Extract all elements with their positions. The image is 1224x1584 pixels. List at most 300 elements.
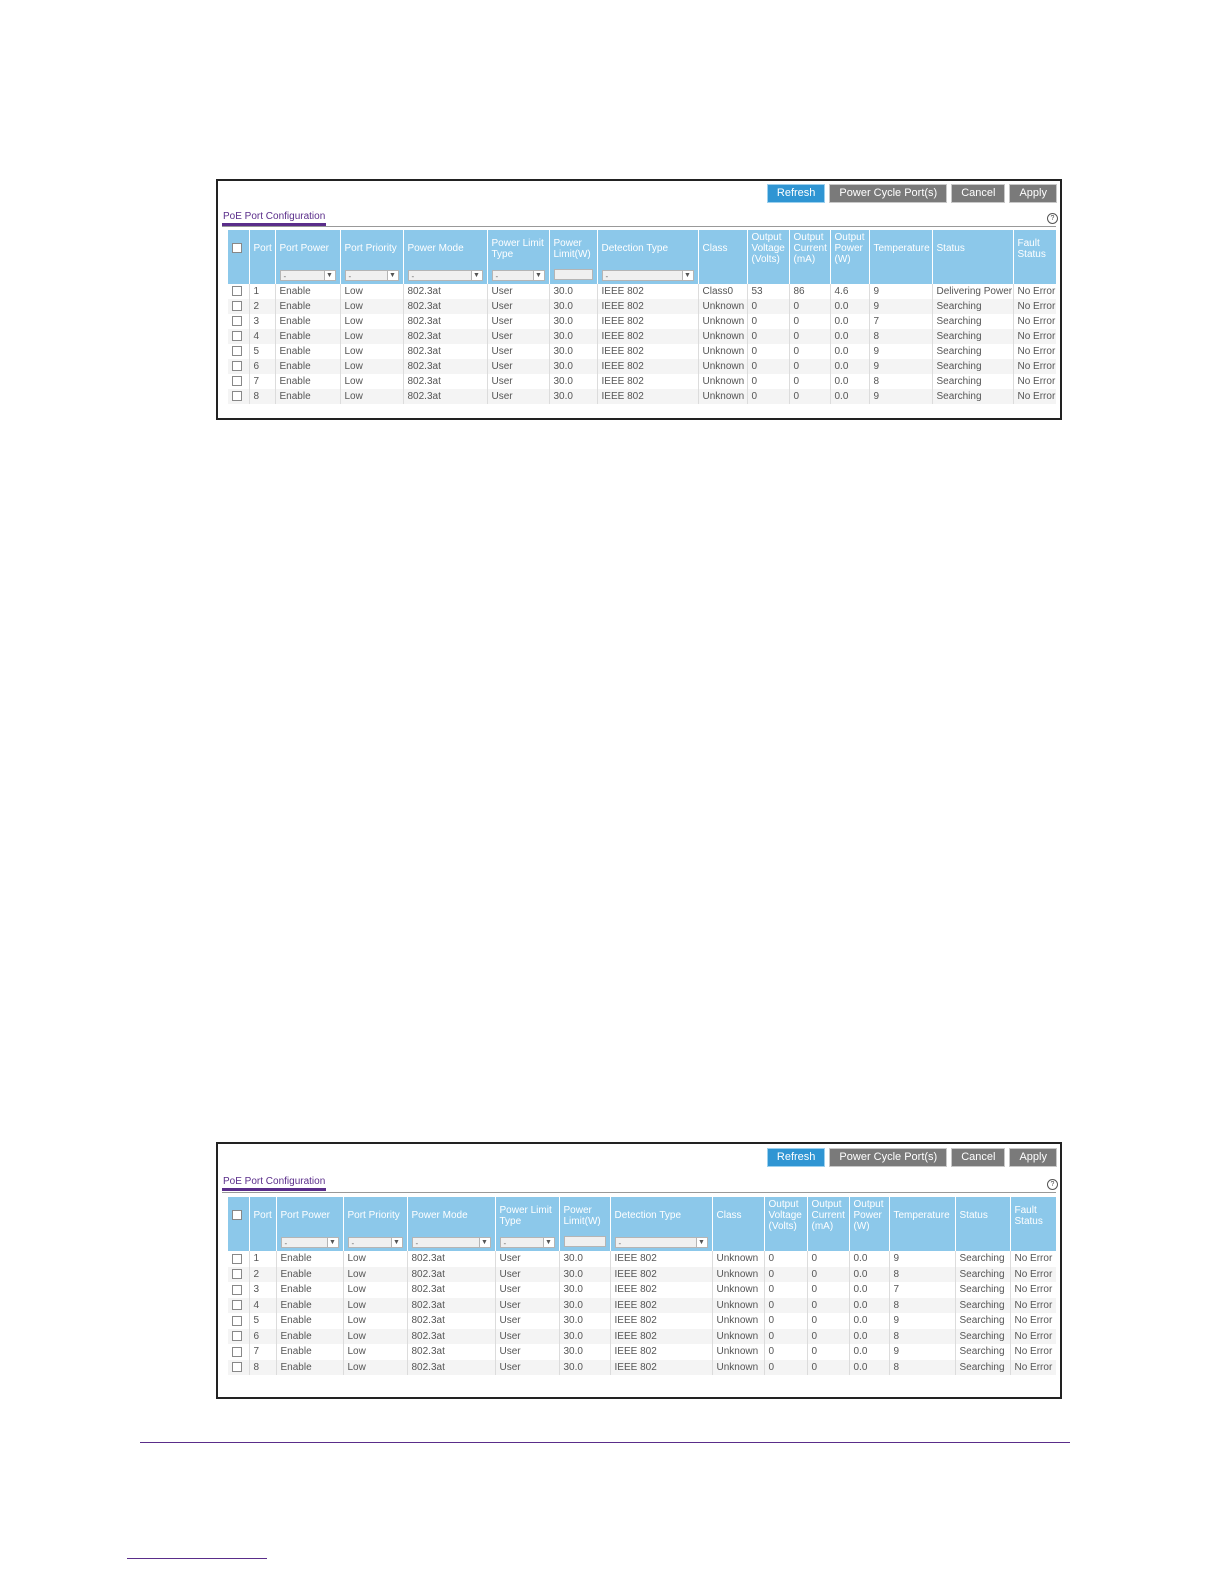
row-select-cell — [228, 389, 249, 404]
power-limit-type-filter-select[interactable]: - ▼ — [492, 270, 545, 281]
cell-output-voltage: 0 — [764, 1313, 807, 1329]
cell-detection-type: IEEE 802 — [610, 1298, 712, 1314]
cell-port: 7 — [249, 1344, 276, 1360]
cell-output-voltage: 0 — [747, 374, 789, 389]
cell-port-priority: Low — [343, 1313, 407, 1329]
row-checkbox[interactable] — [232, 1362, 242, 1372]
section-title: PoE Port Configuration — [222, 211, 326, 226]
row-checkbox[interactable] — [232, 346, 242, 356]
cell-output-voltage: 0 — [764, 1267, 807, 1283]
cell-power-mode: 802.3at — [403, 329, 487, 344]
cell-class: Unknown — [712, 1344, 764, 1360]
cell-output-power: 0.0 — [830, 389, 869, 404]
col-header-power-limit-type: Power Limit Type — [495, 1197, 559, 1234]
cell-class: Unknown — [698, 389, 747, 404]
cell-detection-type: IEEE 802 — [597, 374, 698, 389]
cell-power-mode: 802.3at — [403, 374, 487, 389]
header-row — [228, 230, 1056, 267]
cell-power-limit: 30.0 — [549, 284, 597, 299]
cell-power-limit-type: User — [487, 284, 549, 299]
col-header-class: Class — [712, 1197, 764, 1234]
cell-output-power: 0.0 — [849, 1344, 889, 1360]
cell-port-power: Enable — [275, 284, 340, 299]
table-row — [228, 374, 1056, 389]
chevron-down-icon: ▼ — [471, 271, 482, 280]
row-select-cell — [228, 329, 249, 344]
table-row — [228, 1251, 1056, 1267]
cell-temperature: 9 — [889, 1251, 955, 1267]
col-header-temperature: Temperature — [869, 230, 932, 267]
filter-row — [228, 267, 1056, 284]
cell-output-current: 0 — [789, 359, 830, 374]
row-checkbox[interactable] — [232, 1254, 242, 1264]
cell-class: Unknown — [698, 314, 747, 329]
cell-fault-status: No Error — [1013, 299, 1056, 314]
col-header-fault-status: Fault Status — [1010, 1197, 1056, 1234]
cell-port: 2 — [249, 299, 275, 314]
cell-port: 5 — [249, 344, 275, 359]
col-header-temperature: Temperature — [889, 1197, 955, 1234]
cell-port-priority: Low — [343, 1298, 407, 1314]
power-mode-filter-select[interactable]: - ▼ — [408, 270, 483, 281]
cell-detection-type: IEEE 802 — [597, 314, 698, 329]
cell-output-power: 0.0 — [849, 1251, 889, 1267]
col-header-port-power: Port Power — [275, 230, 340, 267]
cell-class: Unknown — [698, 329, 747, 344]
cell-power-limit: 30.0 — [549, 359, 597, 374]
cell-output-current: 0 — [807, 1313, 849, 1329]
cell-power-limit-type: User — [487, 374, 549, 389]
cell-temperature: 7 — [869, 314, 932, 329]
cell-output-power: 0.0 — [830, 344, 869, 359]
cell-port-power: Enable — [276, 1282, 343, 1298]
poe-port-table — [228, 1197, 1056, 1375]
cell-port-power: Enable — [276, 1329, 343, 1345]
row-checkbox[interactable] — [232, 361, 242, 371]
select-all-header — [228, 1197, 249, 1234]
col-header-power-mode: Power Mode — [403, 230, 487, 267]
cell-class: Unknown — [698, 344, 747, 359]
cell-port: 5 — [249, 1313, 276, 1329]
col-header-power-limit: Power Limit(W) — [559, 1197, 610, 1234]
cell-port-priority: Low — [340, 359, 403, 374]
col-header-output-voltage: Output Voltage (Volts) — [747, 230, 789, 267]
col-header-output-voltage: Output Voltage (Volts) — [764, 1197, 807, 1234]
poe-config-panel-1 — [216, 179, 1062, 420]
row-checkbox[interactable] — [232, 376, 242, 386]
cell-detection-type: IEEE 802 — [597, 299, 698, 314]
help-icon[interactable]: ? — [1047, 1179, 1058, 1190]
table-row — [228, 1329, 1056, 1345]
cell-output-voltage: 0 — [764, 1329, 807, 1345]
chevron-down-icon: ▼ — [327, 1238, 338, 1247]
toolbar — [767, 184, 1057, 203]
cell-output-current: 0 — [807, 1251, 849, 1267]
chevron-down-icon: ▼ — [391, 1238, 402, 1247]
cell-output-current: 0 — [789, 389, 830, 404]
cell-status: Searching — [932, 329, 1013, 344]
cell-power-limit: 30.0 — [559, 1282, 610, 1298]
cell-port: 1 — [249, 284, 275, 299]
cancel-button[interactable]: Cancel — [951, 1148, 1005, 1167]
cell-output-power: 4.6 — [830, 284, 869, 299]
footer-link-underline — [127, 1558, 267, 1559]
title-divider — [222, 1192, 1056, 1193]
cell-class: Unknown — [698, 374, 747, 389]
power-mode-filter-select[interactable]: - ▼ — [412, 1237, 491, 1248]
chevron-down-icon: ▼ — [387, 271, 398, 280]
cell-port-power: Enable — [275, 314, 340, 329]
cell-output-current: 0 — [807, 1344, 849, 1360]
cell-power-limit: 30.0 — [559, 1329, 610, 1345]
cell-output-voltage: 0 — [747, 314, 789, 329]
power-limit-type-filter-select[interactable]: - ▼ — [500, 1237, 555, 1248]
row-checkbox[interactable] — [232, 286, 242, 296]
cell-power-limit-type: User — [495, 1344, 559, 1360]
table-row — [228, 299, 1056, 314]
cell-status: Searching — [955, 1360, 1010, 1376]
cell-status: Searching — [955, 1267, 1010, 1283]
cell-output-power: 0.0 — [830, 329, 869, 344]
cell-output-current: 0 — [807, 1298, 849, 1314]
select-all-checkbox[interactable] — [232, 1210, 242, 1220]
cell-detection-type: IEEE 802 — [597, 329, 698, 344]
cell-port: 8 — [249, 1360, 276, 1376]
cell-power-limit-type: User — [495, 1313, 559, 1329]
apply-button[interactable]: Apply — [1009, 1148, 1057, 1167]
row-select-cell — [228, 344, 249, 359]
row-checkbox[interactable] — [232, 301, 242, 311]
cell-fault-status: No Error — [1013, 374, 1056, 389]
section-title: PoE Port Configuration — [222, 1176, 326, 1191]
cell-port-priority: Low — [340, 389, 403, 404]
cell-power-limit-type: User — [487, 344, 549, 359]
cell-power-mode: 802.3at — [407, 1282, 495, 1298]
cell-port-priority: Low — [343, 1344, 407, 1360]
cell-port-power: Enable — [276, 1267, 343, 1283]
cell-power-limit-type: User — [487, 314, 549, 329]
cell-output-power: 0.0 — [849, 1329, 889, 1345]
cell-output-power: 0.0 — [830, 374, 869, 389]
col-header-port: Port — [249, 230, 275, 267]
col-header-detection-type: Detection Type — [610, 1197, 712, 1234]
cell-power-limit: 30.0 — [549, 314, 597, 329]
cell-temperature: 9 — [869, 389, 932, 404]
cancel-button[interactable]: Cancel — [951, 184, 1005, 203]
table-row — [228, 1282, 1056, 1298]
port-priority-filter-select[interactable]: - ▼ — [348, 1237, 403, 1248]
row-checkbox[interactable] — [232, 391, 242, 401]
cell-fault-status: No Error — [1010, 1329, 1056, 1345]
cell-power-mode: 802.3at — [407, 1313, 495, 1329]
cell-power-mode: 802.3at — [403, 359, 487, 374]
chevron-down-icon: ▼ — [533, 271, 544, 280]
cell-power-mode: 802.3at — [403, 314, 487, 329]
col-header-output-current: Output Current (mA) — [807, 1197, 849, 1234]
select-all-checkbox[interactable] — [232, 243, 242, 253]
cell-detection-type: IEEE 802 — [610, 1267, 712, 1283]
row-checkbox[interactable] — [232, 331, 242, 341]
row-select-cell — [228, 374, 249, 389]
cell-power-mode: 802.3at — [403, 284, 487, 299]
row-select-cell — [228, 1329, 249, 1345]
cell-output-power: 0.0 — [849, 1298, 889, 1314]
cell-temperature: 8 — [889, 1267, 955, 1283]
cell-temperature: 9 — [869, 299, 932, 314]
cell-power-limit: 30.0 — [549, 374, 597, 389]
cell-temperature: 8 — [889, 1329, 955, 1345]
cell-port-priority: Low — [340, 284, 403, 299]
power-cycle-button[interactable]: Power Cycle Port(s) — [829, 1148, 947, 1167]
cell-output-power: 0.0 — [849, 1282, 889, 1298]
cell-power-mode: 802.3at — [403, 299, 487, 314]
cell-temperature: 9 — [869, 359, 932, 374]
row-select-cell — [228, 1267, 249, 1283]
cell-power-limit: 30.0 — [559, 1313, 610, 1329]
poe-port-table — [228, 230, 1056, 404]
cell-power-mode: 802.3at — [407, 1298, 495, 1314]
cell-fault-status: No Error — [1010, 1313, 1056, 1329]
row-select-cell — [228, 284, 249, 299]
cell-fault-status: No Error — [1010, 1282, 1056, 1298]
cell-fault-status: No Error — [1013, 344, 1056, 359]
cell-output-current: 0 — [789, 329, 830, 344]
cell-detection-type: IEEE 802 — [610, 1344, 712, 1360]
cell-detection-type: IEEE 802 — [597, 284, 698, 299]
row-select-cell — [228, 1298, 249, 1314]
cell-output-voltage: 0 — [747, 299, 789, 314]
cell-temperature: 9 — [869, 344, 932, 359]
cell-detection-type: IEEE 802 — [610, 1251, 712, 1267]
cell-class: Unknown — [712, 1282, 764, 1298]
cell-port: 4 — [249, 1298, 276, 1314]
col-header-fault-status: Fault Status — [1013, 230, 1056, 267]
apply-button[interactable]: Apply — [1009, 184, 1057, 203]
cell-port-power: Enable — [276, 1313, 343, 1329]
cell-power-limit-type: User — [495, 1329, 559, 1345]
cell-class: Unknown — [712, 1360, 764, 1376]
cell-status: Searching — [932, 344, 1013, 359]
cell-port: 6 — [249, 1329, 276, 1345]
cell-status: Searching — [932, 314, 1013, 329]
col-header-output-current: Output Current (mA) — [789, 230, 830, 267]
title-divider — [222, 226, 1056, 227]
col-header-power-limit: Power Limit(W) — [549, 230, 597, 267]
chevron-down-icon: ▼ — [696, 1238, 707, 1247]
row-select-cell — [228, 359, 249, 374]
row-select-cell — [228, 1344, 249, 1360]
cell-status: Searching — [955, 1282, 1010, 1298]
power-cycle-button[interactable]: Power Cycle Port(s) — [829, 184, 947, 203]
cell-power-limit: 30.0 — [549, 299, 597, 314]
cell-output-voltage: 0 — [747, 359, 789, 374]
cell-power-limit-type: User — [495, 1251, 559, 1267]
cell-fault-status: No Error — [1010, 1267, 1056, 1283]
cell-port-power: Enable — [276, 1251, 343, 1267]
cell-power-limit: 30.0 — [559, 1251, 610, 1267]
cell-power-limit-type: User — [487, 329, 549, 344]
cell-output-current: 0 — [807, 1329, 849, 1345]
cell-power-limit: 30.0 — [559, 1267, 610, 1283]
cell-port: 6 — [249, 359, 275, 374]
chevron-down-icon: ▼ — [324, 271, 335, 280]
cell-port-power: Enable — [275, 344, 340, 359]
power-limit-filter-input[interactable] — [564, 1236, 606, 1247]
cell-detection-type: IEEE 802 — [610, 1329, 712, 1345]
cell-class: Unknown — [712, 1313, 764, 1329]
cell-temperature: 8 — [869, 374, 932, 389]
table-row — [228, 1344, 1056, 1360]
cell-output-power: 0.0 — [830, 299, 869, 314]
cell-status: Delivering Power — [932, 284, 1013, 299]
cell-status: Searching — [955, 1298, 1010, 1314]
row-checkbox[interactable] — [232, 1300, 242, 1310]
cell-output-current: 0 — [789, 314, 830, 329]
cell-power-mode: 802.3at — [403, 389, 487, 404]
port-priority-filter-select[interactable]: - ▼ — [345, 270, 399, 281]
cell-output-power: 0.0 — [849, 1313, 889, 1329]
cell-temperature: 7 — [889, 1282, 955, 1298]
cell-port-power: Enable — [275, 389, 340, 404]
col-header-status: Status — [932, 230, 1013, 267]
row-checkbox[interactable] — [232, 1347, 242, 1357]
cell-fault-status: No Error — [1013, 359, 1056, 374]
footer-divider — [140, 1442, 1070, 1443]
cell-power-mode: 802.3at — [407, 1251, 495, 1267]
table-row — [228, 284, 1056, 299]
cell-class: Unknown — [698, 359, 747, 374]
col-header-port-priority: Port Priority — [340, 230, 403, 267]
table-body — [228, 1234, 1056, 1375]
cell-output-current: 86 — [789, 284, 830, 299]
cell-port: 3 — [249, 314, 275, 329]
cell-port: 2 — [249, 1267, 276, 1283]
cell-power-limit-type: User — [487, 299, 549, 314]
toolbar — [767, 1148, 1057, 1167]
table-row — [228, 359, 1056, 374]
cell-output-current: 0 — [807, 1360, 849, 1376]
cell-output-current: 0 — [789, 344, 830, 359]
cell-output-voltage: 0 — [764, 1251, 807, 1267]
refresh-button[interactable]: Refresh — [767, 184, 826, 203]
cell-class: Unknown — [712, 1267, 764, 1283]
row-select-cell — [228, 1251, 249, 1267]
cell-detection-type: IEEE 802 — [597, 389, 698, 404]
row-checkbox[interactable] — [232, 1316, 242, 1326]
table-row — [228, 344, 1056, 359]
col-header-detection-type: Detection Type — [597, 230, 698, 267]
cell-power-limit-type: User — [495, 1282, 559, 1298]
cell-power-limit-type: User — [495, 1360, 559, 1376]
detection-type-filter-select[interactable]: - ▼ — [615, 1237, 708, 1248]
table-row — [228, 389, 1056, 404]
chevron-down-icon: ▼ — [543, 1238, 554, 1247]
col-header-power-mode: Power Mode — [407, 1197, 495, 1234]
cell-output-voltage: 53 — [747, 284, 789, 299]
detection-type-filter-select[interactable]: - ▼ — [602, 270, 694, 281]
cell-output-current: 0 — [789, 299, 830, 314]
cell-temperature: 8 — [889, 1298, 955, 1314]
select-all-header — [228, 230, 249, 267]
port-power-filter-select[interactable]: - ▼ — [280, 270, 336, 281]
col-header-class: Class — [698, 230, 747, 267]
cell-output-voltage: 0 — [747, 329, 789, 344]
row-checkbox[interactable] — [232, 316, 242, 326]
cell-port-priority: Low — [340, 299, 403, 314]
cell-output-power: 0.0 — [849, 1360, 889, 1376]
cell-port-power: Enable — [276, 1344, 343, 1360]
cell-fault-status: No Error — [1013, 329, 1056, 344]
cell-temperature: 9 — [889, 1313, 955, 1329]
table-row — [228, 314, 1056, 329]
cell-port-priority: Low — [340, 344, 403, 359]
cell-power-limit: 30.0 — [559, 1298, 610, 1314]
cell-port-priority: Low — [343, 1282, 407, 1298]
cell-power-mode: 802.3at — [403, 344, 487, 359]
row-checkbox[interactable] — [232, 1285, 242, 1295]
cell-power-mode: 802.3at — [407, 1329, 495, 1345]
cell-fault-status: No Error — [1013, 314, 1056, 329]
cell-class: Unknown — [712, 1329, 764, 1345]
col-header-output-power: Output Power (W) — [849, 1197, 889, 1234]
cell-output-current: 0 — [807, 1267, 849, 1283]
cell-power-limit-type: User — [495, 1298, 559, 1314]
cell-detection-type: IEEE 802 — [610, 1282, 712, 1298]
cell-port: 1 — [249, 1251, 276, 1267]
refresh-button[interactable]: Refresh — [767, 1148, 826, 1167]
cell-port-priority: Low — [343, 1267, 407, 1283]
power-limit-filter-input[interactable] — [554, 269, 593, 280]
cell-power-limit: 30.0 — [559, 1344, 610, 1360]
col-header-output-power: Output Power (W) — [830, 230, 869, 267]
filter-row — [228, 1234, 1056, 1251]
cell-port-priority: Low — [340, 314, 403, 329]
port-power-filter-select[interactable]: - ▼ — [281, 1237, 339, 1248]
row-checkbox[interactable] — [232, 1269, 242, 1279]
poe-config-panel-2 — [216, 1142, 1062, 1399]
cell-class: Class0 — [698, 284, 747, 299]
cell-status: Searching — [955, 1344, 1010, 1360]
cell-status: Searching — [955, 1313, 1010, 1329]
cell-port-power: Enable — [275, 374, 340, 389]
cell-output-voltage: 0 — [764, 1298, 807, 1314]
cell-power-limit-type: User — [487, 389, 549, 404]
cell-status: Searching — [932, 374, 1013, 389]
cell-power-limit-type: User — [487, 359, 549, 374]
col-header-port-power: Port Power — [276, 1197, 343, 1234]
table-row — [228, 1360, 1056, 1376]
cell-port-priority: Low — [343, 1360, 407, 1376]
row-select-cell — [228, 1313, 249, 1329]
cell-output-power: 0.0 — [830, 314, 869, 329]
cell-output-current: 0 — [807, 1282, 849, 1298]
cell-port-power: Enable — [276, 1298, 343, 1314]
cell-fault-status: No Error — [1013, 389, 1056, 404]
row-select-cell — [228, 1360, 249, 1376]
cell-power-mode: 802.3at — [407, 1360, 495, 1376]
cell-power-limit: 30.0 — [559, 1360, 610, 1376]
cell-output-voltage: 0 — [764, 1360, 807, 1376]
cell-power-mode: 802.3at — [407, 1344, 495, 1360]
cell-fault-status: No Error — [1010, 1298, 1056, 1314]
chevron-down-icon: ▼ — [479, 1238, 490, 1247]
cell-port: 3 — [249, 1282, 276, 1298]
help-icon[interactable]: ? — [1047, 213, 1058, 224]
cell-port: 8 — [249, 389, 275, 404]
row-select-cell — [228, 314, 249, 329]
cell-power-limit: 30.0 — [549, 389, 597, 404]
row-checkbox[interactable] — [232, 1331, 242, 1341]
